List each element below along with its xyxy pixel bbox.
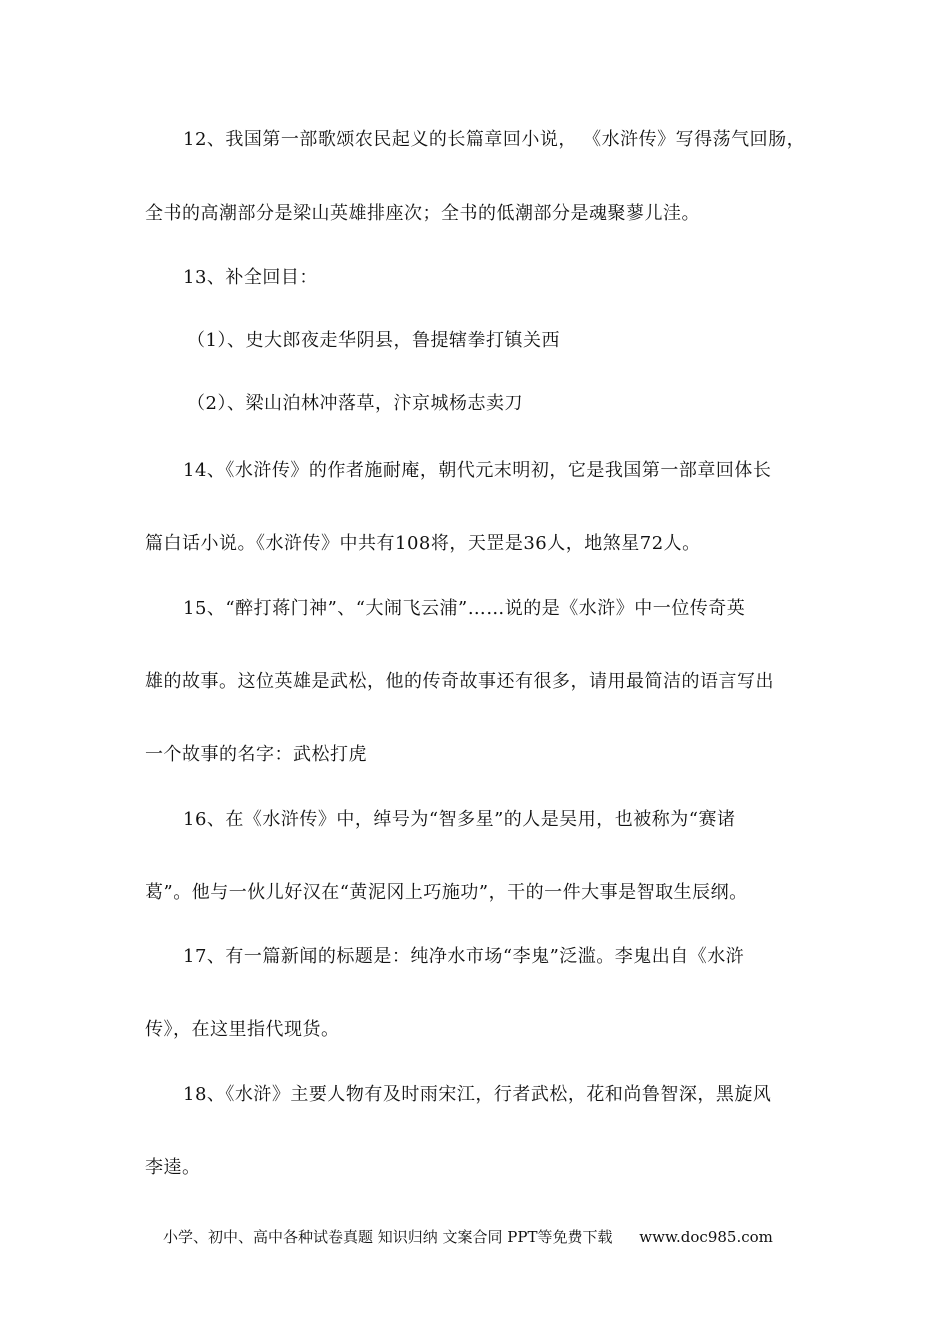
paragraph-18-line-1: 18、《水浒》主要人物有及时雨宋江，行者武松，花和尚鲁智深，黑旋风 xyxy=(183,1084,772,1105)
paragraph-12-line-2: 全书的高潮部分是梁山英雄排座次；全书的低潮部分是魂聚蓼儿洼。 xyxy=(145,203,700,224)
paragraph-17-line-1: 17、有一篇新闻的标题是：纯净水市场“李鬼”泛滥。李鬼出自《水浒 xyxy=(183,946,745,967)
page-footer xyxy=(163,1226,773,1248)
paragraph-15-line-2: 雄的故事。这位英雄是武松，他的传奇故事还有很多，请用最简洁的语言写出 xyxy=(145,671,774,692)
paragraph-13-item-2: （2）、梁山泊林冲落草，汴京城杨志卖刀 xyxy=(187,393,523,414)
paragraph-14-line-1: 14、《水浒传》的作者施耐庵，朝代元末明初，它是我国第一部章回体长 xyxy=(183,460,772,481)
paragraph-12-line-1: 12、我国第一部歌颂农民起义的长篇章回小说， 《水浒传》写得荡气回肠， xyxy=(183,129,806,150)
footer-text: 小学、初中、高中各种试卷真题 知识归纳 文案合同 PPT等免费下载 xyxy=(163,1228,613,1246)
paragraph-13: 13、补全回目： xyxy=(183,267,318,288)
paragraph-15-line-3: 一个故事的名字：武松打虎 xyxy=(145,744,367,765)
paragraph-17-line-2: 传》，在这里指代现货。 xyxy=(145,1019,340,1040)
paragraph-13-item-1: （1）、史大郎夜走华阴县，鲁提辖拳打镇关西 xyxy=(187,330,560,351)
paragraph-16-line-2: 葛”。他与一伙儿好汉在“黄泥冈上巧施功”，干的一件大事是智取生辰纲。 xyxy=(145,882,748,903)
footer-url: www.doc985.com xyxy=(639,1228,773,1246)
paragraph-18-line-2: 李逵。 xyxy=(145,1157,201,1178)
paragraph-15-line-1: 15、“醉打蒋门神”、“大闹飞云浦”……说的是《水浒》中一位传奇英 xyxy=(183,598,746,619)
paragraph-14-line-2: 篇白话小说。《水浒传》中共有108将，天罡是36人，地煞星72人。 xyxy=(145,533,701,554)
paragraph-16-line-1: 16、在《水浒传》中，绰号为“智多星”的人是吴用，也被称为“赛诸 xyxy=(183,809,736,830)
